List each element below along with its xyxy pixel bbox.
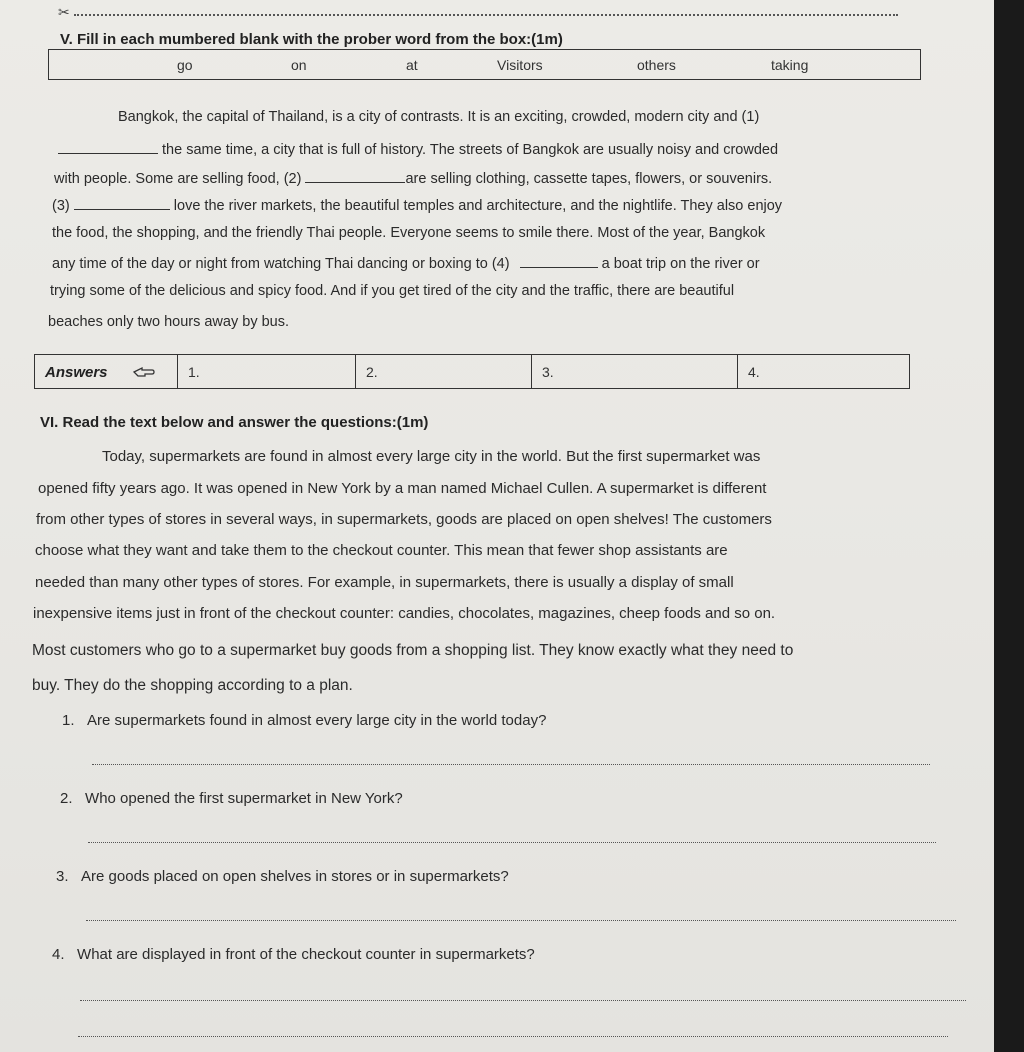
answer-line-4a[interactable] [80, 1000, 966, 1001]
section-5-heading: V. Fill in each mumbered blank with the prober word from the box:(1m) [60, 31, 563, 48]
word-box-item: on [291, 57, 307, 73]
answer-line-3[interactable] [86, 920, 956, 921]
reading-line: Today, supermarkets are found in almost every large city in the world. But the first supermarket was [102, 448, 761, 465]
passage-line: beaches only two hours away by bus. [48, 314, 289, 330]
word-box-item: Visitors [497, 57, 543, 73]
reading-line: opened fifty years ago. It was opened in New York by a man named Michael Cullen. A supermarket is different [38, 480, 767, 497]
passage-line: the food, the shopping, and the friendly Thai people. Everyone seems to smile there. Most of the year, Bangkok [52, 225, 766, 241]
blank-3[interactable] [74, 197, 170, 210]
word-box-item: go [177, 57, 193, 73]
dotted-cut-line [74, 14, 898, 16]
word-box [48, 49, 921, 80]
answers-table [34, 354, 910, 389]
passage-line: with people. Some are selling food, (2) are selling clothing, cassette tapes, flowers, or souvenirs. [54, 171, 773, 187]
cut-line [58, 6, 898, 20]
word-box-item: others [637, 57, 676, 73]
passage-line: the same time, a city that is full of history. The streets of Bangkok are usually noisy and crowded [58, 141, 778, 158]
passage-line: (3) love the river markets, the beautiful temples and architecture, and the nightlife. They also enjoy [52, 198, 783, 214]
reading-line: choose what they want and take them to the checkout counter. This mean that fewer shop assistants are [35, 542, 728, 559]
blank-1[interactable] [58, 141, 158, 154]
question-3: 3. Are goods placed on open shelves in stores or in supermarkets? [56, 868, 509, 885]
answer-line-2[interactable] [88, 842, 936, 843]
reading-line: from other types of stores in several ways, in supermarkets, goods are placed on open shelves! The customers [36, 511, 772, 528]
passage-line: Bangkok, the capital of Thailand, is a city of contrasts. It is an exciting, crowded, modern city and (1) [118, 109, 760, 125]
pointing-hand-icon [133, 365, 155, 379]
word-box-item: at [406, 57, 418, 73]
reading-line: inexpensive items just in front of the checkout counter: candies, chocolates, magazines, cheep foods and so on. [33, 605, 776, 622]
word-box-item: taking [771, 57, 809, 73]
answer-line-4b[interactable] [78, 1036, 948, 1037]
answer-line-1[interactable] [92, 764, 930, 765]
question-2: 2. Who opened the first supermarket in New York? [60, 790, 403, 807]
question-1: 1. Are supermarkets found in almost every large city in the world today? [62, 712, 547, 729]
answer-cell-2[interactable]: 2. [355, 355, 531, 388]
section-6-heading: VI. Read the text below and answer the questions:(1m) [40, 414, 429, 431]
blank-4[interactable] [520, 255, 598, 268]
passage-line: trying some of the delicious and spicy food. And if you get tired of the city and the traffic, there are beautiful [50, 283, 735, 299]
answer-cell-3[interactable]: 3. [531, 355, 737, 388]
reading-line: buy. They do the shopping according to a plan. [32, 677, 353, 694]
passage-line: any time of the day or night from watching Thai dancing or boxing to (4) a boat trip on the river or [52, 256, 760, 272]
answer-cell-1[interactable]: 1. [177, 355, 355, 388]
reading-line: needed than many other types of stores. For example, in supermarkets, there is usually a display of small [35, 574, 734, 591]
answer-cell-4[interactable]: 4. [737, 355, 908, 388]
question-4: 4. What are displayed in front of the checkout counter in supermarkets? [52, 946, 535, 963]
scissors-icon: ✂ [58, 4, 70, 20]
reading-line: Most customers who go to a supermarket buy goods from a shopping list. They know exactly what they need to [32, 642, 794, 659]
answers-label: Answers [45, 364, 108, 381]
blank-2[interactable] [305, 170, 405, 183]
